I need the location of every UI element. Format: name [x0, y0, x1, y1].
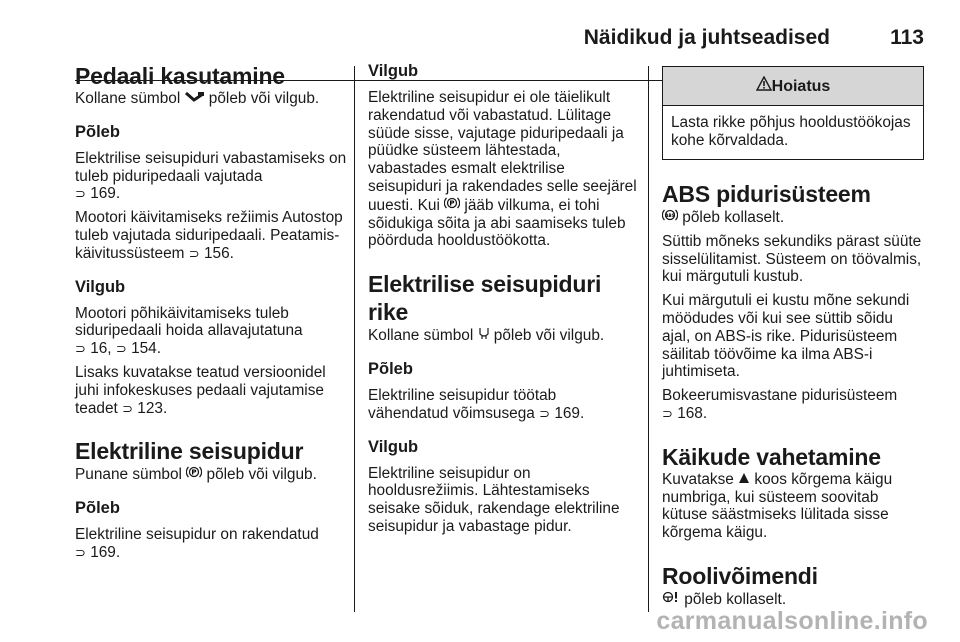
warning-box — [662, 66, 924, 160]
text: Lisaks kuvatakse teatud versioonidel juhi infokeskuses pedaali vajutamise teadet — [75, 363, 326, 417]
warning-triangle-icon — [756, 67, 772, 105]
page-reference-icon: ⊃ — [122, 400, 133, 416]
warning-title: Hoiatus — [771, 78, 831, 95]
page-reference-icon: ⊃ — [188, 245, 200, 261]
section-title-abs: ABS pidurisüsteem — [662, 181, 871, 207]
svg-text:P: P — [191, 468, 197, 477]
column-2 — [368, 62, 638, 542]
page-number: 113 — [890, 26, 924, 49]
text: Elektrilise seisupiduri vabastamiseks on tuleb piduripedaali vajutada — [75, 149, 347, 185]
upshift-triangle-icon — [738, 471, 750, 489]
abs-icon — [662, 208, 678, 227]
paragraph — [368, 387, 638, 423]
paragraph — [662, 208, 924, 227]
paragraph — [75, 305, 347, 358]
page-reference-icon: ⊃ — [539, 405, 551, 421]
watermark: carmanualsonline.info — [656, 607, 928, 635]
subheading-flashing: Vilgub — [75, 277, 126, 296]
section-title-parking-brake: Elektriline seisupidur — [75, 438, 304, 465]
section-title-gear-shift: Käikude vahetamine — [662, 443, 881, 470]
text: Kollane sümbol — [368, 327, 478, 345]
text: koos kõrgema käigu numbriga, kui süsteem soovitab kütuse säästmiseks lülitada sisse kõrgema käigu. — [662, 470, 893, 542]
paragraph — [368, 326, 638, 345]
section-title-parking-brake-fault: Elektrilise seisupiduri rike — [368, 271, 602, 326]
paragraph: Süttib mõneks sekundiks pärast süüte sisselülitamist. Süsteem on töövalmis, kui märgutuli kustub. — [662, 232, 922, 286]
page-reference-icon: ⊃ — [75, 544, 86, 560]
page-reference-icon: ⊃ — [75, 341, 86, 357]
page-reference[interactable]: 169. — [554, 404, 585, 422]
paragraph — [662, 387, 924, 423]
section-title-pedal-use: Pedaali kasutamine — [75, 63, 285, 89]
page-reference[interactable]: 156. — [203, 244, 234, 262]
text: Punane sümbol — [75, 466, 187, 484]
paragraph — [75, 209, 347, 262]
column-3 — [662, 62, 924, 615]
parking-brake-icon — [186, 465, 202, 484]
subheading-flashing: Vilgub — [368, 437, 419, 456]
page-reference[interactable]: 123. — [137, 399, 168, 417]
column-divider-1 — [354, 66, 355, 612]
paragraph: Kui märgutuli ei kustu mõne sekundi möödudes või kui see süttib sõidu ajal, on ABS-is rike. Pidurisüsteem säilitab töövõime ka ilma ABS-i juhtimiseta. — [662, 292, 910, 381]
text: põleb või vilgub. — [204, 90, 320, 107]
paragraph — [75, 90, 347, 108]
column-divider-2 — [648, 66, 649, 612]
paragraph — [75, 465, 347, 484]
text: põleb või vilgub. — [202, 466, 317, 484]
page-reference[interactable]: 16, — [90, 340, 112, 358]
page-reference[interactable]: 169. — [90, 543, 121, 561]
subheading-lit: Põleb — [75, 122, 120, 141]
column-1 — [75, 62, 347, 568]
paragraph — [75, 526, 347, 562]
text: põleb või vilgub. — [489, 327, 605, 345]
subheading-flashing: Vilgub — [368, 62, 419, 80]
parking-brake-icon — [444, 196, 460, 215]
pedal-icon — [185, 90, 205, 108]
page-header — [0, 26, 960, 56]
text: Elektriline seisupidur on rakendatud — [75, 526, 319, 544]
text: põleb kollaselt. — [680, 590, 787, 608]
warning-text: Lasta rikke põhjus hooldustöökojas kohe kõrvaldada. — [671, 114, 911, 149]
subheading-lit: Põleb — [75, 499, 120, 518]
text: Bokeerumisvastane pidurisüsteem — [662, 387, 898, 405]
text: Mootori põhikäivitamiseks tuleb siduripedaali hoida allavajutatuna — [75, 304, 303, 340]
svg-text:ABS: ABS — [665, 213, 675, 218]
section-title-power-steering: Roolivõimendi — [662, 562, 818, 589]
warning-header — [663, 67, 923, 106]
page-reference-icon: ⊃ — [75, 186, 86, 202]
text: Kuvatakse — [662, 470, 739, 488]
svg-text:P: P — [449, 199, 455, 208]
subheading-lit: Põleb — [368, 359, 413, 378]
paragraph: Elektriline seisupidur on hooldusrežiimis. Lähtestamiseks seisake sõiduk, rakendage elektriline seisupidur ja vabastage pidur. — [368, 464, 620, 535]
paragraph — [75, 150, 347, 203]
page-reference[interactable]: 154. — [131, 340, 162, 358]
brake-fault-icon — [478, 326, 490, 345]
page-title: Näidikud ja juhtseadised — [583, 26, 830, 49]
text: Mootori käivitamiseks režiimis Autostop tuleb vajutada siduripedaali. Peatamis-käivitussüsteem — [75, 209, 343, 262]
paragraph — [75, 364, 347, 417]
paragraph — [662, 471, 924, 542]
text: Elektriline seisupidur töötab vähendatud võimsusega — [368, 386, 557, 422]
text: Kollane sümbol — [75, 90, 185, 107]
page-reference-icon: ⊃ — [115, 341, 127, 357]
text: põleb kollaselt. — [678, 209, 785, 226]
page-reference[interactable]: 168. — [677, 404, 708, 422]
page-reference[interactable]: 169. — [90, 185, 121, 203]
paragraph — [368, 89, 638, 250]
text: jääb vilkuma, ei tohi sõidukiga sõita ja abi saamiseks tuleb pöörduda hooldustöökotta. — [368, 196, 626, 250]
text: Elektriline seisupidur ei ole täielikult rakendatud või vabastatud. Lülitage süüde sisse, vajutage piduripedaali ja püüdke süsteem lähtestada, vabastades esmalt elektrilise seisupiduri ja rakendades selle seejärel uuesti. Kui — [368, 89, 637, 214]
paragraph — [662, 590, 924, 609]
power-steering-icon — [662, 590, 680, 609]
page-reference-icon: ⊃ — [662, 405, 673, 421]
